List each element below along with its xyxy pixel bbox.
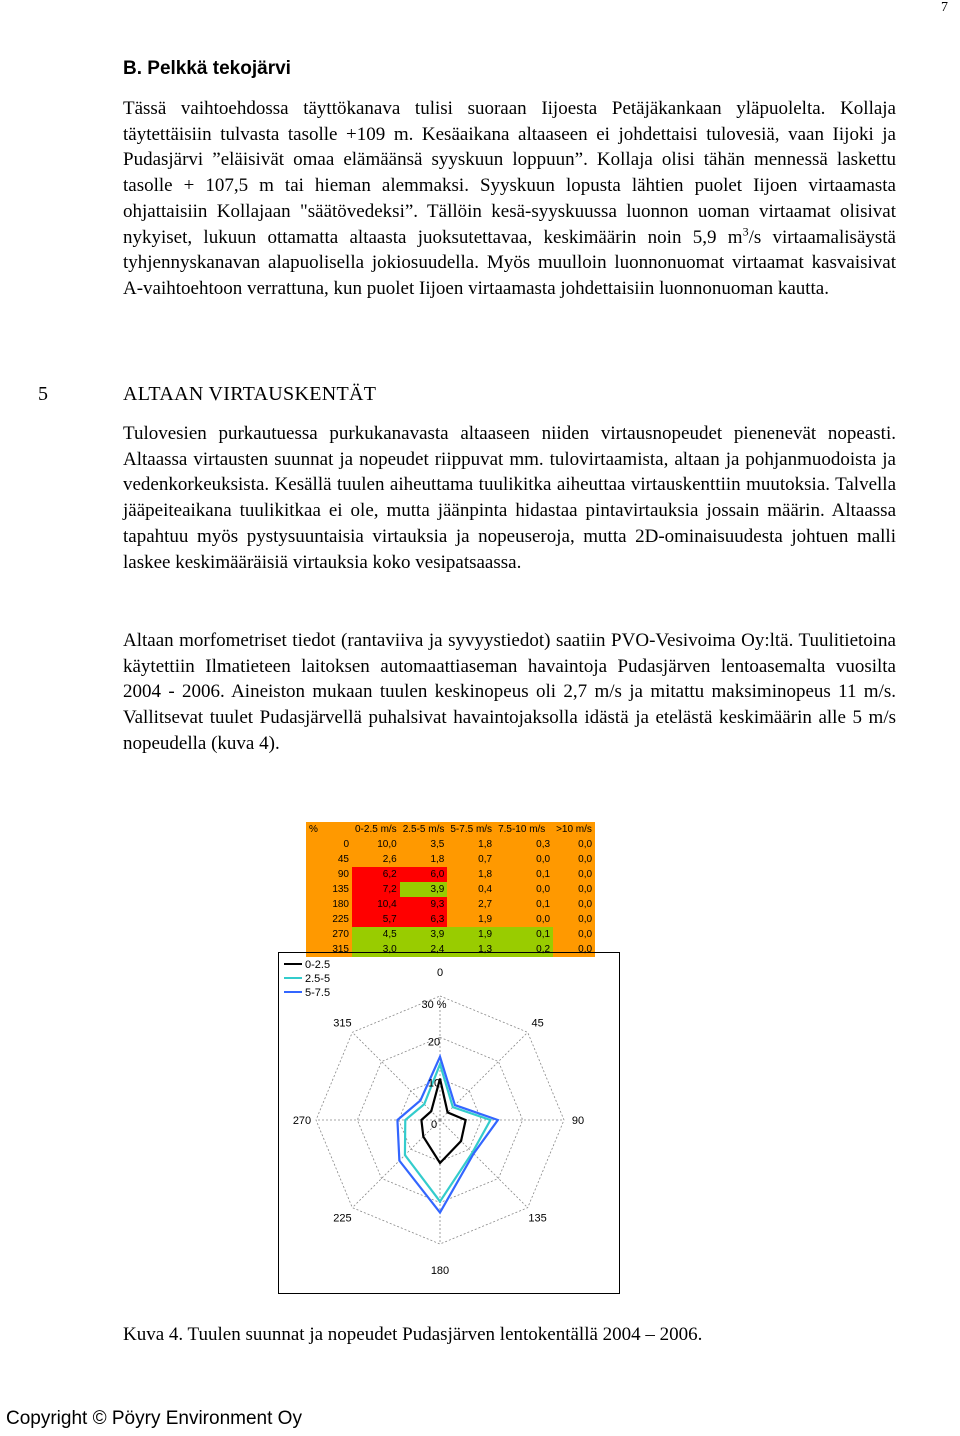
page-number: 7 — [941, 0, 948, 15]
table-cell: 0,1 — [495, 867, 553, 882]
table-cell: 4,5 — [352, 927, 400, 942]
axis-label: 135 — [528, 1212, 547, 1225]
table-cell: 1,8 — [447, 837, 495, 852]
section-number: 5 — [38, 383, 48, 405]
axis-label: 180 — [430, 1265, 450, 1277]
table-cell: 5,7 — [352, 912, 400, 927]
table-row — [306, 927, 595, 942]
chart-frame — [279, 953, 620, 1294]
table-cell: 0,0 — [553, 942, 595, 957]
figure-caption: Kuva 4. Tuulen suunnat ja nopeudet Pudasjärven lentokentällä 2004 – 2006. — [123, 1324, 703, 1345]
axis-label: 270 — [292, 1115, 312, 1127]
direction-cell: 45 — [306, 852, 352, 867]
wind-frequency-table — [306, 822, 595, 957]
table-cell: 6,0 — [400, 867, 448, 882]
table-header: 0-2.5 m/s — [352, 822, 400, 837]
table-cell: 0,0 — [495, 912, 553, 927]
table-cell: 0,3 — [495, 837, 553, 852]
table-cell: 0,4 — [447, 882, 495, 897]
direction-cell: 180 — [306, 897, 352, 912]
table-cell: 3,9 — [400, 882, 448, 897]
series-line — [421, 1079, 465, 1163]
table-row — [306, 912, 595, 927]
paragraph-1 — [123, 96, 896, 302]
table-cell: 1,8 — [447, 867, 495, 882]
table-cell: 0,0 — [495, 852, 553, 867]
copyright: Copyright © Pöyry Environment Oy — [6, 1408, 302, 1429]
table-header-row — [306, 822, 595, 837]
table-cell: 0,7 — [447, 852, 495, 867]
table-row — [306, 867, 595, 882]
paragraph-3: Altaan morfometriset tiedot (rantaviiva ja syvyystiedot) saatiin PVO-Vesivoima Oy:ltä. Tuulitietoina käytettiin Ilmatieteen laitoksen automaattiaseman havaintoja Pudasjärven lentoasemalta vuosilta 2004 - 2006. Aineiston mukaan tuulen keskinopeus oli 2,7 m/s ja mitattu maksiminopeus 11 m/s. Vallitsevat tuulet Pudasjärvellä puhalsivat havaintojaksolla idästä ja etelästä keskimäärin alle 5 m/s nopeudella (kuva 4). — [123, 630, 896, 754]
direction-cell: 90 — [306, 867, 352, 882]
paragraph-1-end: /s virtaamalisäystä tyhjennyskanavan alapuolisella jokiosuudella. Myös muulloin luonnonuomat virtaamat kasvaisivat A-vaihtoehtoon verrattuna, kun puolet Iijoen virtaamasta johdettaisiin luonnonuoman kautta. — [123, 226, 896, 299]
table-cell: 2,4 — [400, 942, 448, 957]
table-cell: 0,0 — [553, 927, 595, 942]
direction-cell: 135 — [306, 882, 352, 897]
table-cell: 0,1 — [495, 897, 553, 912]
table-cell: 1,8 — [400, 852, 448, 867]
paragraph-2: Tulovesien purkautuessa purkukanavasta altaaseen niiden virtausnopeudet pienenevät nopeasti. Altaassa virtausten suunnat ja nopeudet riippuvat mm. tulovirtaamista, altaan ja pohjanmuodoista ja vedenkorkeuksista. Kesällä tuulen aiheuttama tuulikitka aiheuttaa virtauskenttiin muutoksia. Talvella jääpeiteaikana tuulikitkaa ei ole, mutta jäänpinta hidastaa pintavirtauksia jossain määrin. Altaassa tapahtuu myös pystysuuntaisia virtauksia ja nopeuseroja, mutta 2D-ominaisuudesta johtuen malli laskee keskimääräisiä virtauksia koko vesipatsaassa. — [123, 423, 896, 573]
legend-label: 0-2.5 — [305, 959, 331, 971]
grid-spoke — [352, 1032, 440, 1120]
table-row — [306, 837, 595, 852]
table-cell: 0,0 — [553, 867, 595, 882]
axis-label: 225 — [333, 1212, 352, 1225]
legend-label: 5-7.5 — [305, 987, 331, 999]
direction-cell: 225 — [306, 912, 352, 927]
table-cell: 10,4 — [352, 897, 400, 912]
table-cell: 0,0 — [553, 837, 595, 852]
superscript: 3 — [742, 224, 749, 239]
table-cell: 3,9 — [400, 927, 448, 942]
table-cell: 6,2 — [352, 867, 400, 882]
table-cell: 0,0 — [553, 852, 595, 867]
table-cell: 0,0 — [553, 882, 595, 897]
table-cell: 6,3 — [400, 912, 448, 927]
table-header: >10 m/s — [553, 822, 595, 837]
table-cell: 2,6 — [352, 852, 400, 867]
direction-cell: 270 — [306, 927, 352, 942]
axis-label: 0 — [436, 967, 444, 979]
table-cell: 0,2 — [495, 942, 553, 957]
table-cell: 1,9 — [447, 927, 495, 942]
table-cell: 1,9 — [447, 912, 495, 927]
table-cell: 2,7 — [447, 897, 495, 912]
table-cell: 3,0 — [352, 942, 400, 957]
direction-cell: 315 — [306, 942, 352, 957]
radial-tick-label: 10 — [427, 1077, 441, 1090]
table-cell: 0,0 — [553, 912, 595, 927]
table-cell: 1,3 — [447, 942, 495, 957]
table-header: 2.5-5 m/s — [400, 822, 448, 837]
table-header: 5-7.5 m/s — [447, 822, 495, 837]
table-row — [306, 882, 595, 897]
table-cell: 7,2 — [352, 882, 400, 897]
subsection-heading: B. Pelkkä tekojärvi — [123, 58, 291, 79]
table-cell: 10,0 — [352, 837, 400, 852]
table-cell: 0,0 — [495, 882, 553, 897]
table-cell: 9,3 — [400, 897, 448, 912]
table-row — [306, 852, 595, 867]
axis-label: 45 — [531, 1017, 544, 1030]
section-title: ALTAAN VIRTAUSKENTÄT — [123, 383, 377, 405]
radial-tick-label: 20 — [427, 1036, 441, 1049]
table-header: % — [306, 822, 352, 837]
legend-label: 2.5-5 — [305, 973, 331, 985]
wind-radar-chart — [278, 952, 620, 1294]
table-header: 7.5-10 m/s — [495, 822, 553, 837]
table-cell: 0,0 — [553, 897, 595, 912]
direction-cell: 0 — [306, 837, 352, 852]
table-row — [306, 897, 595, 912]
table-cell: 0,1 — [495, 927, 553, 942]
paragraph-1-text: Tässä vaihtoehdossa täyttökanava tulisi suoraan Iijoesta Petäjäkankaan yläpuolelta. Kollaja täytettäisiin tulvasta tasolle +109 m. Kesäaikana altaaseen ei johdettaisi tulovesiä, vaan Iijoki ja Pudasjärvi ”eläisivät omaa elämäänsä syyskuun loppuun”. Kollaja olisi tähän mennessä laskettu tasolle + 107,5 m tai hieman alemmaksi. Syyskuun lopusta lähtien puolet Iijoen virtaamasta ohjattaisiin Kollajaan "säätövedeksi”. Tällöin kesä-syyskuussa luonnon uoman virtaamat olisivat nykyiset, lukuun ottamatta altaasta juoksutettavaa, keskimäärin noin 5,9 m — [123, 98, 896, 248]
table-cell: 3,5 — [400, 837, 448, 852]
radial-tick-label: 0 — [430, 1119, 438, 1131]
axis-label: 90 — [571, 1115, 585, 1127]
radial-max-label: 30 % — [421, 999, 447, 1011]
axis-label: 315 — [333, 1017, 352, 1030]
